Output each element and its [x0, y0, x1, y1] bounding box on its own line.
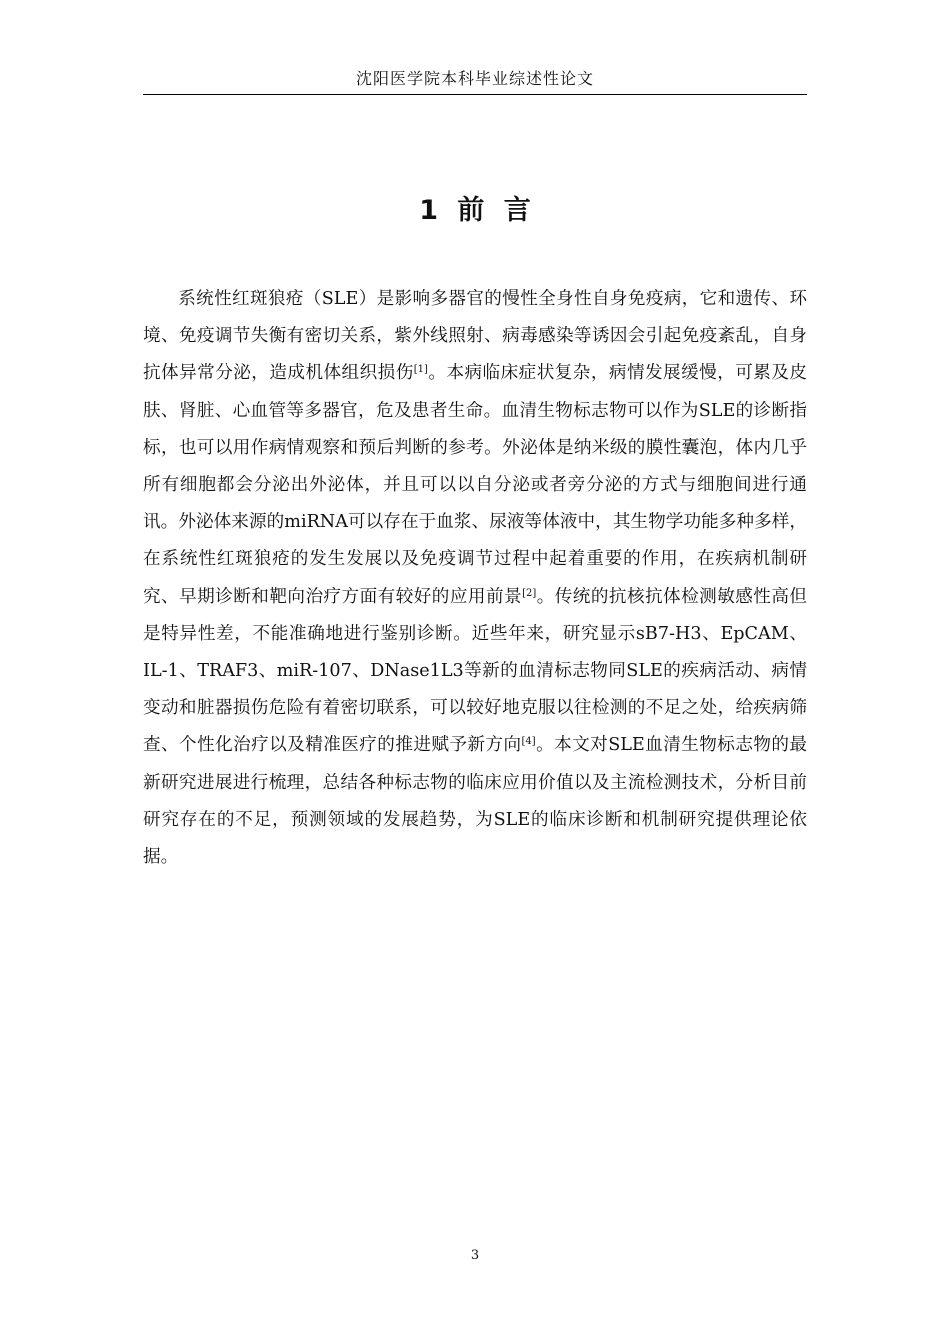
running-header: 沈阳医学院本科毕业综述性论文: [143, 66, 807, 95]
page-number: 3: [470, 1248, 480, 1263]
text-segment: 系统性红斑狼疮（SLE）是影响多器官的慢性全身性自身免疫病，它和遗传、环境、免疫调节失衡有密切关系，紫外线照射、病毒感染等诱因会引起免疫紊乱，自身抗体异常分泌，造成机体组织损伤: [143, 289, 807, 384]
chapter-title: [0, 188, 950, 227]
citation-ref: [1]: [413, 364, 428, 376]
citation-ref: [4]: [521, 736, 536, 748]
body-paragraph: [143, 281, 807, 876]
citation-ref: [2]: [522, 587, 537, 599]
text-segment: 。本病临床症状复杂，病情发展缓慢，可累及皮肤、肾脏、心血管等多器官，危及患者生命。血清生物标志物可以作为SLE的诊断指标，也可以用作病情观察和预后判断的参考。外泌体是纳米级的膜性囊泡，体内几乎所有细胞都会分泌出外泌体，并且可以以自分泌或者旁分泌的方式与细胞间进行通讯。外泌体来源的miRNA可以存在于血浆、尿液等体液中，其生物学功能多种多样，在系统性红斑狼疮的发生发展以及免疫调节过程中起着重要的作用，在疾病机制研究、早期诊断和靶向治疗方面有较好的应用前景: [143, 363, 807, 607]
text-segment: 。传统的抗核抗体检测敏感性高但是特异性差，不能准确地进行鉴别诊断。近些年来，研究显示sB7-H3、EpCAM、IL-1、TRAF3、miR-107、DNase1L3等新的血清标志物同SLE的疾病活动、病情变动和脏器损伤危险有着密切联系，可以较好地克服以往检测的不足之处，给疾病筛查、个性化治疗以及精准医疗的推进赋予新方向: [143, 586, 807, 756]
chapter-title-char-1: 前: [457, 195, 485, 226]
text-segment: 。本文对SLE血清生物标志物的最新研究进展进行梳理，总结各种标志物的临床应用价值以及主流检测技术，分析目前研究存在的不足，预测领域的发展趋势，为SLE的临床诊断和机制研究提供理论依据。: [143, 735, 807, 868]
chapter-number: 1: [419, 195, 438, 226]
chapter-title-char-2: 言: [503, 195, 531, 226]
